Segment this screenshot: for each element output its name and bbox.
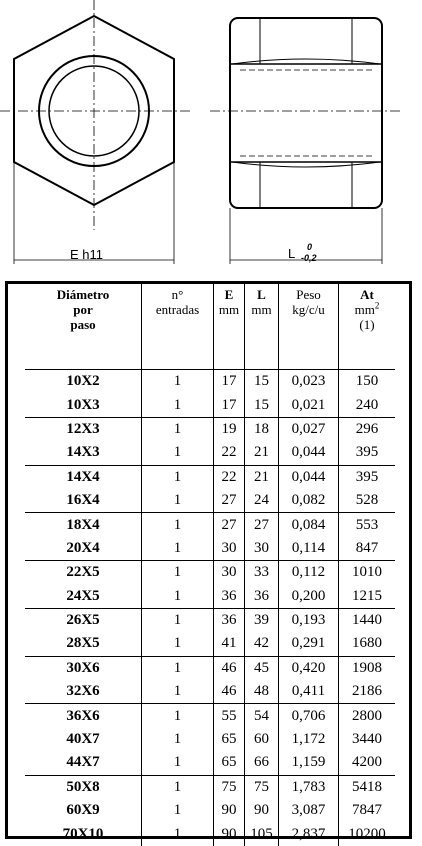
header-diametro (25, 284, 142, 370)
e-cell: 30 (214, 537, 245, 561)
diametro-cell: 20X4 (66, 539, 100, 556)
peso-cell: 0,112 (279, 561, 339, 585)
e-cell: 46 (214, 656, 245, 680)
entradas-cell: 1 (142, 799, 214, 822)
peso-cell: 0,021 (279, 393, 339, 417)
peso-cell: 0,044 (279, 465, 339, 489)
diametro-cell: 50X8 (25, 775, 142, 799)
diametro-cell: 10X2 (66, 373, 100, 390)
entradas-cell: 1 (142, 393, 214, 417)
diametro-cell: 60X9 (66, 802, 100, 819)
diametro-cell: 24X5 (66, 587, 100, 604)
peso-cell: 0,193 (279, 608, 339, 632)
header-e-unit: mm (218, 302, 240, 317)
e-cell: 17 (214, 370, 245, 394)
entradas-cell: 1 (142, 608, 214, 632)
table-header-row (25, 284, 395, 370)
e-cell: 22 (214, 465, 245, 489)
nut-technical-drawing (0, 0, 422, 270)
at-cell: 1680 (339, 632, 396, 656)
at-cell: 10200 (339, 822, 396, 845)
table-row (25, 585, 395, 609)
table-body (25, 370, 395, 846)
nut-spec-table (25, 284, 395, 846)
table-row (25, 656, 395, 680)
at-cell: 5418 (339, 775, 396, 799)
l-cell: 21 (245, 465, 279, 489)
at-cell: 1010 (339, 561, 396, 585)
entradas-cell: 1 (142, 513, 214, 537)
l-cell: 15 (245, 393, 279, 417)
diametro-cell: 44X7 (66, 754, 100, 771)
header-diametro-line2: por (73, 302, 93, 317)
table-row (25, 441, 395, 465)
diametro-cell: 14X3 (66, 444, 100, 461)
l-cell: 33 (245, 561, 279, 585)
entradas-cell: 1 (142, 822, 214, 845)
e-cell: 36 (214, 585, 245, 609)
at-cell: 528 (339, 489, 396, 513)
table-row (25, 775, 395, 799)
diametro-cell: 14X4 (25, 465, 142, 489)
e-cell: 36 (214, 608, 245, 632)
nut-drawing-svg (0, 0, 422, 270)
e-cell: 17 (214, 393, 245, 417)
entradas-cell: 1 (142, 561, 214, 585)
table-row (25, 561, 395, 585)
peso-cell: 0,082 (279, 489, 339, 513)
e-cell: 22 (214, 441, 245, 465)
entradas-cell: 1 (142, 680, 214, 704)
peso-cell: 0,044 (279, 441, 339, 465)
e-dimension-label: E h11 (70, 247, 104, 262)
at-cell: 7847 (339, 799, 396, 822)
header-at-unit-base: mm (354, 302, 375, 317)
entradas-cell: 1 (142, 489, 214, 513)
entradas-cell: 1 (142, 728, 214, 751)
diametro-cell: 30X6 (25, 656, 142, 680)
peso-cell: 3,087 (279, 799, 339, 822)
e-cell: 41 (214, 632, 245, 656)
l-cell: 39 (245, 608, 279, 632)
e-cell: 55 (214, 704, 245, 728)
peso-cell: 0,291 (279, 632, 339, 656)
l-cell: 27 (245, 513, 279, 537)
l-cell: 42 (245, 632, 279, 656)
peso-cell: 0,411 (279, 680, 339, 704)
at-cell: 150 (339, 370, 396, 394)
header-e (214, 284, 245, 370)
entradas-cell: 1 (142, 465, 214, 489)
at-cell: 553 (339, 513, 396, 537)
header-diametro-line3: paso (70, 317, 96, 332)
entradas-cell: 1 (142, 656, 214, 680)
diametro-cell: 26X5 (25, 608, 142, 632)
e-cell: 27 (214, 489, 245, 513)
peso-cell: 1,159 (279, 751, 339, 775)
diametro-cell: 22X5 (25, 561, 142, 585)
header-peso (279, 284, 339, 370)
e-cell: 19 (214, 417, 245, 441)
diametro-cell: 32X6 (66, 683, 100, 700)
l-cell: 30 (245, 537, 279, 561)
table-row (25, 370, 395, 394)
entradas-cell: 1 (142, 775, 214, 799)
l-cell: 24 (245, 489, 279, 513)
e-cell: 65 (214, 728, 245, 751)
entradas-cell: 1 (142, 370, 214, 394)
peso-cell: 0,084 (279, 513, 339, 537)
l-cell: 54 (245, 704, 279, 728)
diametro-cell: 18X4 (25, 513, 142, 537)
header-at-unit-exp: 2 (374, 300, 380, 311)
l-cell: 21 (245, 441, 279, 465)
entradas-cell: 1 (142, 417, 214, 441)
diametro-cell: 36X6 (25, 704, 142, 728)
header-at-unit (339, 302, 395, 317)
l-cell: 90 (245, 799, 279, 822)
table-row (25, 465, 395, 489)
at-cell: 1440 (339, 608, 396, 632)
l-dimension-label: L (288, 246, 296, 261)
peso-cell: 0,114 (279, 537, 339, 561)
at-cell: 2186 (339, 680, 396, 704)
table-row (25, 822, 395, 845)
at-cell: 3440 (339, 728, 396, 751)
l-cell: 45 (245, 656, 279, 680)
entradas-cell: 1 (142, 441, 214, 465)
header-peso-unit: kg/c/u (292, 302, 325, 317)
table-row (25, 728, 395, 751)
at-cell: 395 (339, 465, 396, 489)
at-cell: 1215 (339, 585, 396, 609)
diametro-cell: 12X3 (25, 417, 142, 441)
e-cell: 90 (214, 799, 245, 822)
e-cell: 46 (214, 680, 245, 704)
header-n-line2: entradas (155, 302, 200, 317)
peso-cell: 0,200 (279, 585, 339, 609)
e-cell: 65 (214, 751, 245, 775)
peso-cell: 0,027 (279, 417, 339, 441)
diametro-cell: 28X5 (66, 635, 100, 652)
table-row (25, 751, 395, 775)
at-cell: 2800 (339, 704, 396, 728)
header-l (245, 284, 279, 370)
table-row (25, 608, 395, 632)
peso-cell: 0,420 (279, 656, 339, 680)
header-peso-line1: Peso (296, 287, 321, 302)
entradas-cell: 1 (142, 704, 214, 728)
l-cell: 18 (245, 417, 279, 441)
peso-cell: 1,172 (279, 728, 339, 751)
header-n-line1: n° (171, 287, 184, 302)
table-row (25, 799, 395, 822)
table-row (25, 680, 395, 704)
header-at-line1: At (360, 287, 374, 302)
e-cell: 90 (214, 822, 245, 845)
header-e-line1: E (224, 287, 234, 302)
table-row (25, 632, 395, 656)
e-cell: 75 (214, 775, 245, 799)
header-diametro-line1: Diámetro (56, 287, 110, 302)
at-cell: 4200 (339, 751, 396, 775)
l-tolerance-upper: 0 (307, 242, 313, 252)
table-row (25, 417, 395, 441)
header-l-unit: mm (251, 302, 272, 317)
l-tolerance-lower: -0,2 (301, 253, 317, 263)
at-cell: 296 (339, 417, 396, 441)
side-view-body (230, 18, 382, 208)
header-l-line1: L (257, 287, 266, 302)
e-cell: 30 (214, 561, 245, 585)
header-n-entradas (142, 284, 214, 370)
at-cell: 240 (339, 393, 396, 417)
l-cell: 48 (245, 680, 279, 704)
e-cell: 27 (214, 513, 245, 537)
entradas-cell: 1 (142, 585, 214, 609)
header-at (339, 284, 396, 370)
peso-cell: 0,706 (279, 704, 339, 728)
peso-cell: 1,783 (279, 775, 339, 799)
l-cell: 60 (245, 728, 279, 751)
table-row (25, 537, 395, 561)
table-row (25, 489, 395, 513)
entradas-cell: 1 (142, 632, 214, 656)
diametro-cell: 70X10 (62, 825, 104, 842)
diametro-cell: 40X7 (66, 731, 100, 748)
peso-cell: 2,837 (279, 822, 339, 845)
at-cell: 847 (339, 537, 396, 561)
peso-cell: 0,023 (279, 370, 339, 394)
table-row (25, 513, 395, 537)
diametro-cell: 16X4 (66, 492, 100, 509)
at-cell: 395 (339, 441, 396, 465)
l-cell: 66 (245, 751, 279, 775)
diametro-cell: 10X3 (66, 396, 100, 413)
l-cell: 105 (245, 822, 279, 845)
table-row (25, 393, 395, 417)
entradas-cell: 1 (142, 751, 214, 775)
l-cell: 75 (245, 775, 279, 799)
header-at-note: (1) (359, 317, 375, 332)
l-cell: 36 (245, 585, 279, 609)
table-row (25, 704, 395, 728)
entradas-cell: 1 (142, 537, 214, 561)
l-cell: 15 (245, 370, 279, 394)
at-cell: 1908 (339, 656, 396, 680)
